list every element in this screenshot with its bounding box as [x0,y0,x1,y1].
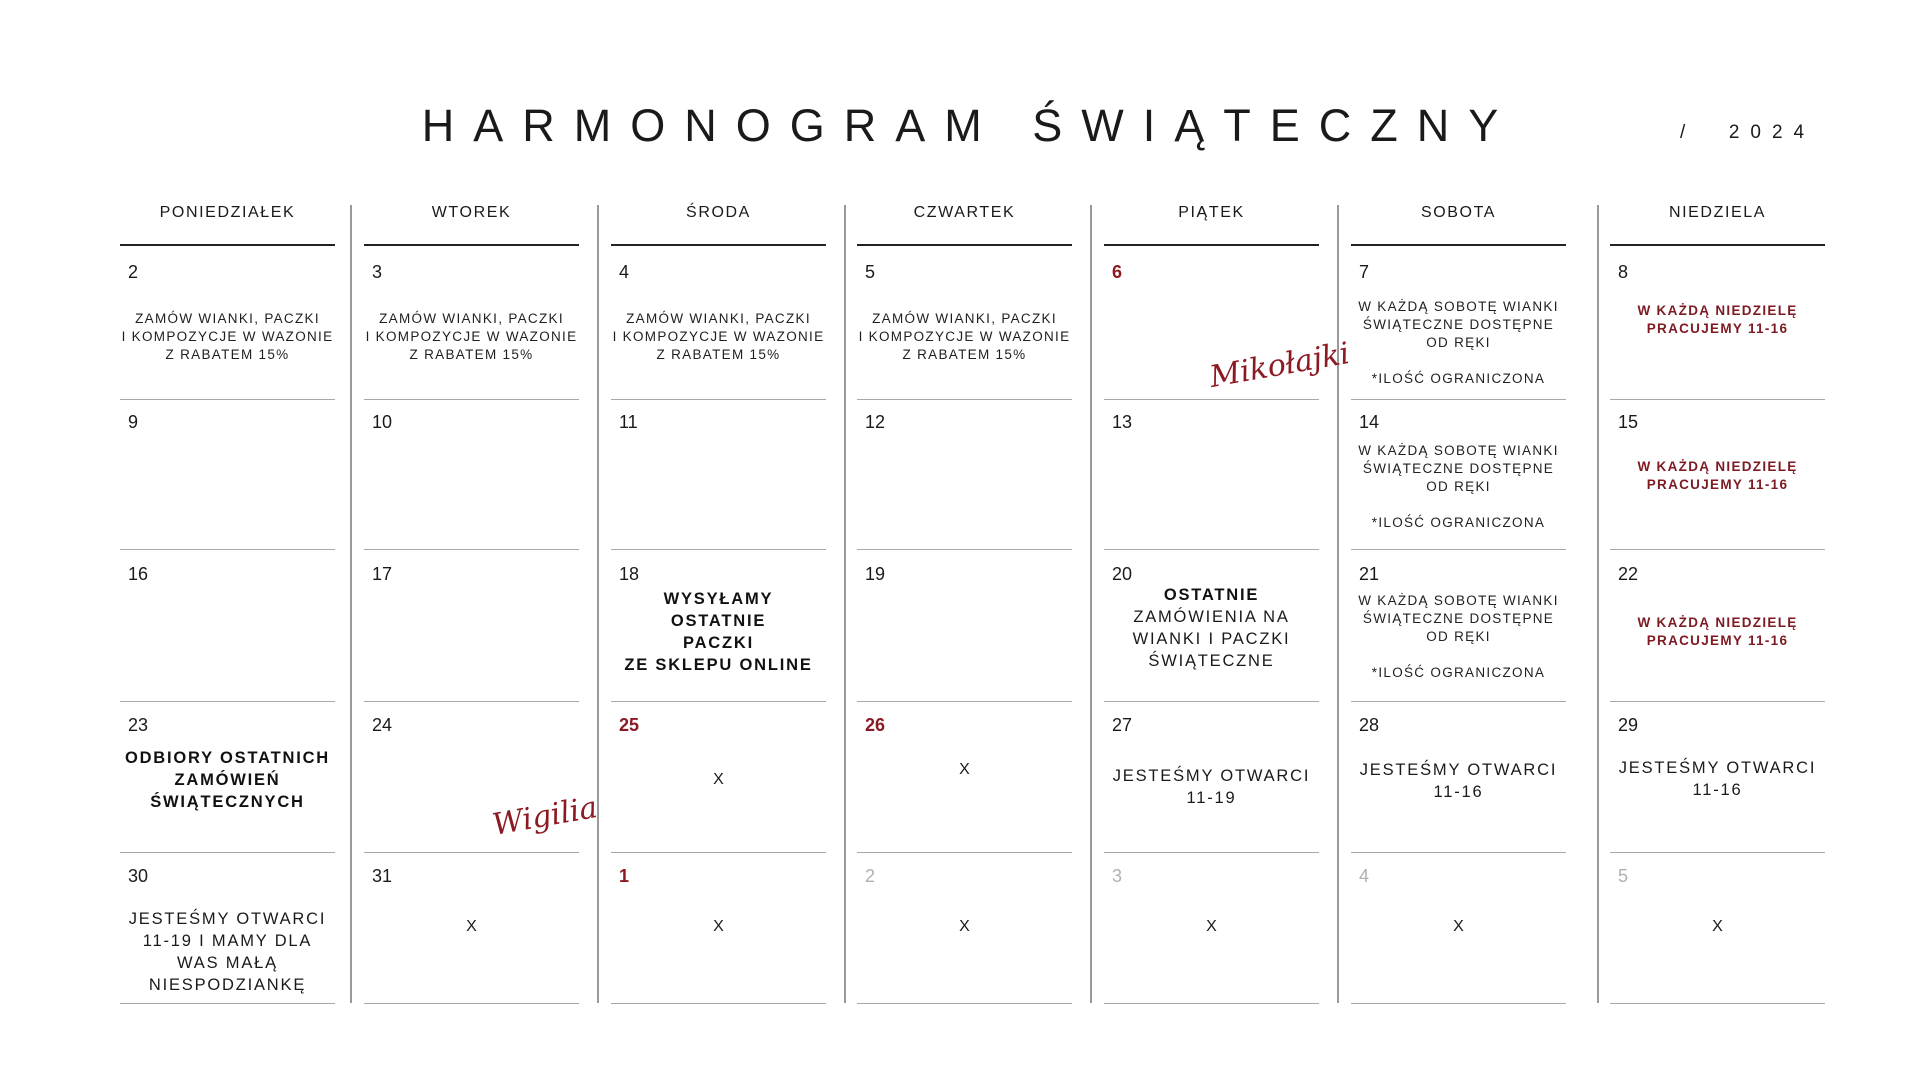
calendar-day-cell [611,854,826,1004]
calendar-day-cell [364,703,601,853]
calendar-day-cell [857,250,1072,400]
day-number: 3 [372,262,383,282]
calendar-day-cell [1351,703,1566,853]
calendar-day-cell [611,703,826,853]
column-separator [1337,205,1339,1003]
day-number: 27 [1112,715,1133,735]
day-note: W KAŻDĄ SOBOTĘ WIANKI ŚWIĄTECZNE DOSTĘPNE OD RĘKI *ILOŚĆ OGRANICZONA [1358,299,1559,386]
day-number: 5 [865,262,876,282]
day-number: 13 [1112,412,1133,432]
day-note: W KAŻDĄ SOBOTĘ WIANKI ŚWIĄTECZNE DOSTĘPNE OD RĘKI *ILOŚĆ OGRANICZONA [1358,443,1559,530]
closed-mark: X [466,918,477,935]
column-separator [1597,205,1599,1003]
calendar-day-cell [120,703,335,853]
day-number: 6 [1112,262,1123,282]
closed-mark: X [1453,918,1464,935]
day-number: 28 [1359,715,1380,735]
weekday-header: ŚRODA [686,204,751,221]
calendar-day-cell [611,400,826,550]
year-label: / 2024 [1680,122,1816,143]
calendar-day-cell [1610,400,1825,550]
day-note: JESTEŚMY OTWARCI 11-16 [1359,761,1558,801]
day-number: 17 [372,564,393,584]
calendar-day-cell [364,250,579,400]
calendar-day-cell [1104,552,1319,702]
calendar-day-cell [1104,250,1353,400]
calendar-day-cell [364,854,579,1004]
holiday-script-label: Wigilia [489,790,601,843]
holiday-script-label: Mikołajki [1207,336,1353,395]
day-number: 9 [128,412,139,432]
day-number: 19 [865,564,886,584]
column-separator [597,205,599,1003]
day-note: W KAŻDĄ NIEDZIELĘ PRACUJEMY 11-16 [1637,615,1798,648]
day-note: W KAŻDĄ NIEDZIELĘ PRACUJEMY 11-16 [1637,303,1798,336]
column-separator [844,205,846,1003]
day-note: WYSYŁAMY OSTATNIE PACZKI ZE SKLEPU ONLINE [624,590,813,674]
weekday-header-rule [611,244,826,246]
day-number: 5 [1618,866,1629,886]
day-number: 12 [865,412,886,432]
day-number: 24 [372,715,393,735]
closed-mark: X [1206,918,1217,935]
day-note: ZAMÓW WIANKI, PACZKI I KOMPOZYCJE W WAZONIE Z RABATEM 15% [858,311,1071,362]
calendar-day-cell [1351,552,1566,702]
weekday-header-rule [1610,244,1825,246]
calendar-day-cell [1104,400,1319,550]
day-number: 14 [1359,412,1380,432]
calendar-day-cell [1610,854,1825,1004]
day-note: JESTEŚMY OTWARCI 11-19 I MAMY DLA WAS MAŁĄ NIESPODZIANKĘ [128,910,327,994]
weekday-header: SOBOTA [1420,204,1497,221]
day-note: ZAMÓW WIANKI, PACZKI I KOMPOZYCJE W WAZONIE Z RABATEM 15% [365,311,578,362]
calendar-day-cell [1610,703,1825,853]
calendar-day-cell [120,854,335,1004]
calendar-day-cell [857,703,1072,853]
weekday-header-rule [857,244,1072,246]
closed-mark: X [1712,918,1723,935]
weekday-header-rule [120,244,335,246]
calendar-day-cell [1351,400,1566,550]
calendar-day-cell [1104,703,1319,853]
day-number: 4 [1359,866,1370,886]
day-note-heading: OSTATNIE [1163,586,1260,604]
day-number: 20 [1112,564,1133,584]
day-number: 23 [128,715,149,735]
day-note: ZAMÓWIENIA NA WIANKI I PACZKI ŚWIĄTECZNE [1132,608,1291,670]
day-note: W KAŻDĄ NIEDZIELĘ PRACUJEMY 11-16 [1637,459,1798,492]
day-number: 11 [619,412,638,432]
day-number: 31 [372,866,393,886]
page-title: HARMONOGRAM ŚWIĄTECZNY [421,100,1518,151]
closed-mark: X [959,918,970,935]
day-number: 18 [619,564,640,584]
day-note: JESTEŚMY OTWARCI 11-16 [1618,759,1817,799]
day-number: 10 [372,412,393,432]
calendar-day-cell [120,250,335,400]
day-number: 16 [128,564,149,584]
day-note: ODBIORY OSTATNICH ZAMÓWIEŃ ŚWIĄTECZNYCH [124,749,331,811]
day-note: ZAMÓW WIANKI, PACZKI I KOMPOZYCJE W WAZONIE Z RABATEM 15% [612,311,825,362]
calendar-day-cell [364,552,579,702]
weekday-header: NIEDZIELA [1668,204,1767,221]
day-number: 2 [128,262,139,282]
calendar-day-cell [364,400,579,550]
day-number: 7 [1359,262,1370,282]
day-number: 3 [1112,866,1123,886]
day-note: JESTEŚMY OTWARCI 11-19 [1112,767,1311,807]
day-number: 22 [1618,564,1639,584]
calendar-day-cell [611,250,826,400]
closed-mark: X [713,771,724,788]
weekday-header: WTOREK [431,204,512,221]
day-number: 1 [619,866,630,886]
column-separator [1090,205,1092,1003]
calendar-day-cell [120,552,335,702]
day-number: 25 [619,715,640,735]
column-separator [350,205,352,1003]
day-number: 29 [1618,715,1639,735]
weekday-header: PIĄTEK [1178,204,1245,221]
weekday-header-rule [1104,244,1319,246]
calendar-day-cell [120,400,335,550]
day-number: 26 [865,715,886,735]
weekday-header: PONIEDZIAŁEK [159,204,296,221]
day-number: 4 [619,262,630,282]
day-number: 30 [128,866,149,886]
closed-mark: X [713,918,724,935]
day-note: ZAMÓW WIANKI, PACZKI I KOMPOZYCJE W WAZONIE Z RABATEM 15% [121,311,334,362]
day-number: 15 [1618,412,1639,432]
calendar-day-cell [857,854,1072,1004]
weekday-header: CZWARTEK [913,204,1016,221]
closed-mark: X [959,761,970,778]
day-number: 8 [1618,262,1629,282]
day-number: 2 [865,866,876,886]
calendar-day-cell [1351,854,1566,1004]
calendar-day-cell [611,552,826,702]
calendar-day-cell [857,552,1072,702]
calendar-day-cell [1610,250,1825,400]
calendar-day-cell [1104,854,1319,1004]
calendar-day-cell [1351,250,1566,400]
day-number: 21 [1359,564,1380,584]
day-note: W KAŻDĄ SOBOTĘ WIANKI ŚWIĄTECZNE DOSTĘPNE OD RĘKI *ILOŚĆ OGRANICZONA [1358,593,1559,680]
weekday-header-rule [1351,244,1566,246]
calendar-day-cell [857,400,1072,550]
calendar-day-cell [1610,552,1825,702]
weekday-header-rule [364,244,579,246]
